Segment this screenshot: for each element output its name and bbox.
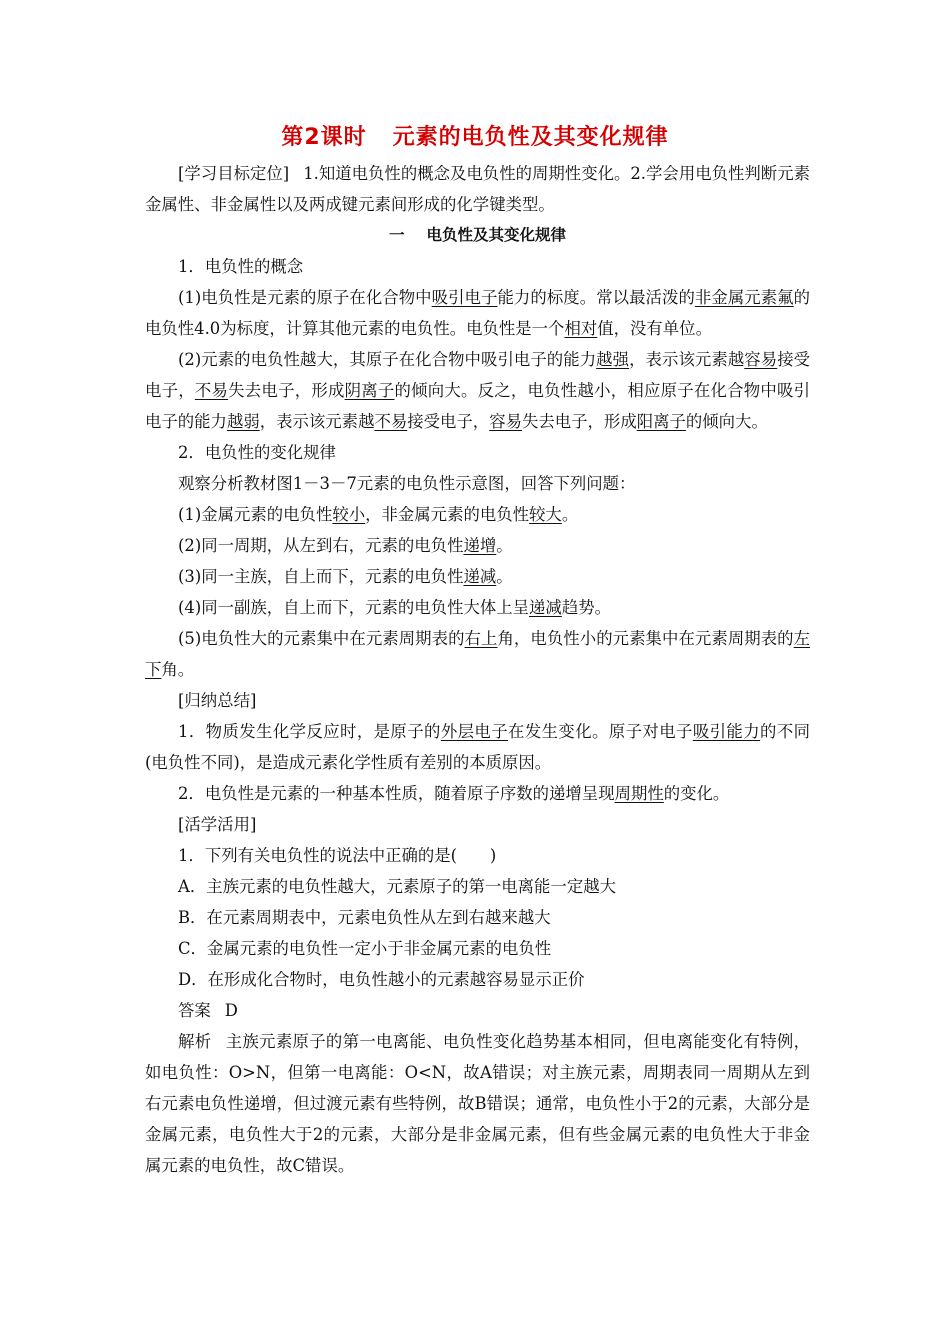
rule-item-3	[145, 561, 810, 592]
text-fragment: 失去电子，形成	[521, 412, 637, 431]
section-number: 一	[388, 226, 405, 244]
rule-item-2	[145, 530, 810, 561]
lesson-number: 第2课时	[281, 125, 367, 150]
text-fragment: 的电负性4.0为标度，计算其他元素的电负性。电负性是一个	[145, 288, 811, 338]
blank-answer: 左下	[145, 629, 811, 679]
text-fragment: 接受电子，	[145, 350, 811, 400]
text-fragment: ，表示该元素越	[629, 350, 745, 369]
text-fragment: 在发生变化。原子对电子	[508, 722, 693, 741]
text-fragment: 1．物质发生化学反应时，是原子的	[178, 722, 441, 741]
text-fragment: 。	[496, 536, 513, 555]
section-title: 电负性及其变化规律	[426, 226, 567, 244]
blank-answer: 相对	[564, 319, 598, 338]
analysis-text: 主族元素原子的第一电离能、电负性变化趋势基本相同，但电离能变化有特例，如电负性：O>N，但第一电离能：O<N，故A错误；对主族元素，周期表同一周期从左到右元素电负性递增，但过渡元素有些特例，故B错误；通常，电负性小于2的元素，大部分是金属元素，电负性大于2的元素，大部分是非金属元素，但有些金属元素的电负性大于非金属元素的电负性，故C错误。	[145, 1032, 810, 1175]
blank-answer: 吸引电子	[431, 288, 498, 307]
blank-answer: 吸引能力	[692, 722, 761, 741]
blank-answer: 递减	[463, 567, 497, 586]
text-fragment: (2)元素的电负性越大，其原子在化合物中吸引电子的能力	[178, 350, 597, 369]
blank-answer: 较小	[332, 505, 366, 524]
text-fragment: (1)金属元素的电负性	[178, 505, 333, 524]
text-fragment: 的变化。	[663, 784, 730, 803]
text-fragment: 。	[496, 567, 513, 586]
blank-answer: 递增	[463, 536, 497, 555]
practice-label: [活学活用]	[178, 815, 257, 834]
blank-answer: 外层电子	[440, 722, 509, 741]
objectives-label: [学习目标定位]	[178, 164, 290, 183]
text-fragment: (5)电负性大的元素集中在元素周期表的	[178, 629, 465, 648]
page-title	[0, 120, 950, 151]
text-fragment: 角。	[161, 660, 195, 679]
text-fragment: 的倾向大。反之，电负性越小，相应原子在化合物中吸引电子的能力	[145, 381, 811, 431]
summary-label: [归纳总结]	[178, 691, 257, 710]
text-fragment: 趋势。	[561, 598, 611, 617]
blank-answer: 容易	[744, 350, 778, 369]
concept-heading: 1．电负性的概念	[178, 257, 304, 276]
blank-answer: 非金属元素氟	[694, 288, 794, 307]
answer-label: 答案	[178, 1001, 211, 1020]
blank-answer: 递减	[529, 598, 562, 617]
option-d: D．在形成化合物时，电负性越小的元素越容易显示正价	[178, 970, 585, 989]
blank-answer: 越弱	[226, 412, 260, 431]
lesson-topic: 元素的电负性及其变化规律	[392, 125, 669, 150]
rules-intro: 观察分析教材图1－3－7元素的电负性示意图，回答下列问题：	[178, 474, 636, 493]
blank-answer: 不易	[194, 381, 229, 400]
blank-answer: 阳离子	[636, 412, 686, 431]
answer-value: D	[224, 1001, 238, 1020]
concept-paragraph-2	[145, 344, 810, 437]
objectives-text: 1.知道电负性的概念及电负性的周期性变化。2.学会用电负性判断元素金属性、非金属性以及两成键元素间形成的化学键类型。	[145, 164, 810, 214]
blank-answer: 容易	[489, 412, 522, 431]
text-fragment: 。	[561, 505, 579, 524]
blank-answer: 周期性	[614, 784, 664, 803]
analysis-label: 解析	[178, 1032, 212, 1051]
blank-answer: 不易	[374, 412, 408, 431]
blank-answer: 阴离子	[344, 381, 395, 400]
text-fragment: 2．电负性是元素的一种基本性质，随着原子序数的递增呈现	[178, 784, 615, 803]
rule-item-4	[145, 592, 810, 623]
text-fragment: 角，电负性小的元素集中在元素周期表的	[497, 629, 794, 648]
option-b: B．在元素周期表中，元素电负性从左到右越来越大	[178, 908, 551, 927]
text-fragment: 能力的标度。常以最活泼的	[497, 288, 695, 307]
text-fragment: (4)同一副族，自上而下，元素的电负性大体上呈	[178, 598, 530, 617]
document-body	[145, 158, 810, 1181]
blank-answer: 较大	[529, 505, 562, 524]
text-fragment: ，非金属元素的电负性	[365, 505, 530, 524]
text-fragment: 的倾向大。	[685, 412, 768, 431]
text-fragment: (3)同一主族，自上而下，元素的电负性	[178, 567, 464, 586]
blank-answer: 右上	[464, 629, 498, 648]
summary-item-1	[145, 716, 810, 778]
option-a: A．主族元素的电负性越大，元素原子的第一电离能一定越大	[178, 877, 616, 896]
summary-item-2	[145, 778, 810, 809]
analysis-paragraph	[145, 1026, 810, 1181]
objectives-paragraph	[145, 158, 810, 220]
practice-question: 1．下列有关电负性的说法中正确的是( )	[178, 846, 497, 865]
text-fragment: ，表示该元素越	[259, 412, 375, 431]
text-fragment: 接受电子，	[407, 412, 490, 431]
section-heading	[145, 220, 810, 251]
blank-answer: 越强	[596, 350, 630, 369]
rules-heading: 2．电负性的变化规律	[178, 443, 336, 462]
text-fragment: 失去电子，形成	[228, 381, 345, 400]
text-fragment: 值，没有单位。	[597, 319, 712, 338]
rule-item-1	[145, 499, 810, 530]
text-fragment: 的不同(电负性不同)，是造成元素化学性质有差别的本质原因。	[145, 722, 811, 772]
rule-item-5	[145, 623, 810, 685]
text-fragment: (2)同一周期，从左到右，元素的电负性	[178, 536, 464, 555]
text-fragment: (1)电负性是元素的原子在化合物中	[178, 288, 432, 307]
option-c: C．金属元素的电负性一定小于非金属元素的电负性	[178, 939, 552, 958]
answer-line	[145, 995, 810, 1026]
concept-paragraph-1	[145, 282, 810, 344]
